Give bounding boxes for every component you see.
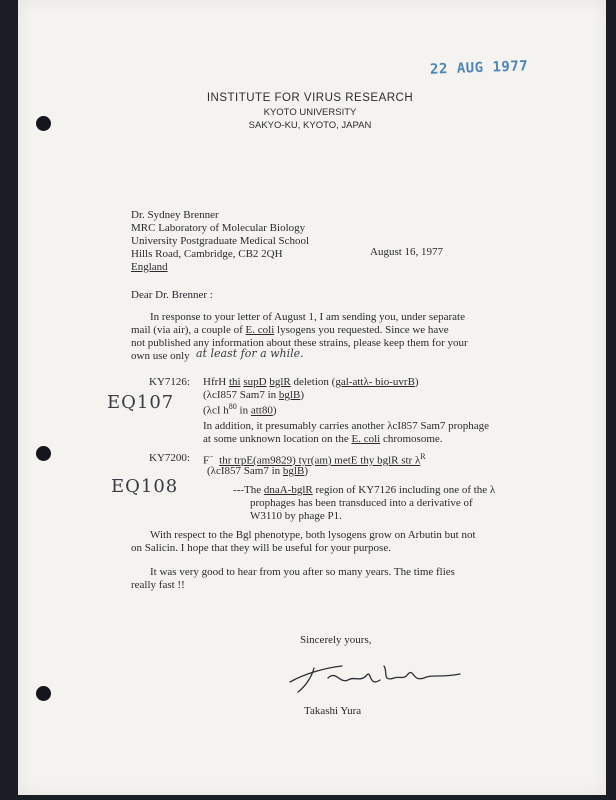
- genotype-text: deletion (: [290, 376, 336, 388]
- para1-line1: In response to your letter of August 1, I am sending you, under separate: [150, 311, 465, 323]
- lysogen-text: ): [300, 389, 304, 401]
- binder-hole-middle: [36, 446, 51, 461]
- species-ecoli: E. coli: [245, 324, 275, 336]
- para1-text: lysogens you requested. Since we have: [274, 324, 449, 336]
- para3-line1: It was very good to hear from you after so many years. The time flies: [150, 566, 455, 578]
- lysogen-text: (λcI857 Sam7 in: [207, 465, 283, 477]
- gene-thi: thi: [228, 376, 241, 388]
- note-text: ---The: [233, 484, 264, 496]
- lysogen-text: (λcI h: [203, 404, 229, 417]
- genotype-text: F: [203, 454, 210, 467]
- letter-date: August 16, 1977: [370, 246, 444, 258]
- gene-bglR: bglR: [269, 376, 291, 388]
- note-text: at some unknown location on the: [203, 433, 352, 445]
- para3-line2: really fast !!: [131, 579, 185, 591]
- strain2-note-line1: [233, 484, 495, 496]
- gene-dnaA-bglR: dnaA-bglR: [263, 484, 313, 496]
- addressee-name: Dr. Sydney Brenner: [131, 209, 219, 221]
- gene-supD: supD: [243, 376, 267, 388]
- strain1-lysogen1: [203, 389, 304, 401]
- strain2-lysogen: [207, 465, 308, 477]
- para1-text: mail (via air), a couple of: [131, 324, 246, 336]
- strain1-id: KY7126:: [149, 376, 190, 388]
- signature-stroke: [290, 666, 460, 692]
- binder-hole-bottom: [36, 686, 51, 701]
- strain1-genotype: [203, 376, 419, 388]
- note-text: chromosome.: [380, 433, 443, 445]
- lysogen-text: (λcI857 Sam7 in: [203, 389, 279, 401]
- strain1-lysogen2: [203, 402, 277, 417]
- para2-line2: on Salicin. I hope that they will be useful for your purpose.: [131, 542, 391, 554]
- gene-bglB: bglB: [278, 389, 301, 401]
- strain1-handwritten-label: EQ107: [107, 392, 175, 413]
- superscript: R: [420, 452, 426, 461]
- letterhead-university: KYOTO UNIVERSITY: [263, 107, 357, 118]
- superscript: −: [209, 452, 214, 461]
- addressee-lab: MRC Laboratory of Molecular Biology: [131, 222, 306, 234]
- strain2-note-line3: W3110 by phage P1.: [250, 510, 342, 522]
- strain1-note-line2: [203, 433, 443, 445]
- received-date-stamp: 22 AUG 1977: [429, 58, 529, 78]
- gene-bglB: bglB: [282, 465, 305, 477]
- gene-gal-region: gal-attλ- bio-uvrB: [335, 376, 415, 388]
- para1-line4: own use only: [131, 350, 190, 362]
- strain2-note-line2: prophages has been transduced into a derivative of: [250, 497, 473, 509]
- strain2-handwritten-label: EQ108: [111, 476, 179, 497]
- handwritten-signature: [284, 652, 464, 700]
- genotype-genes: thr trpE(am9829) tyr(am) metE thy bglR str λ: [219, 454, 421, 467]
- lysogen-text: ): [272, 404, 277, 417]
- para2-line1: With respect to the Bgl phenotype, both lysogens grow on Arbutin but not: [150, 529, 476, 541]
- para1-line2: [131, 324, 449, 336]
- superscript: 80: [228, 402, 237, 411]
- addressee-school: University Postgraduate Medical School: [131, 235, 310, 247]
- binder-hole-top: [36, 116, 51, 131]
- signer-name: Takashi Yura: [304, 705, 362, 717]
- strain1-note-line1: In addition, it presumably carries another λcI857 Sam7 prophage: [203, 420, 490, 432]
- addressee-country: England: [131, 261, 168, 273]
- handwritten-note: at least for a while.: [196, 347, 304, 360]
- lysogen-text: ): [304, 465, 308, 477]
- lysogen-text: in: [236, 404, 251, 417]
- addressee-road: Hills Road, Cambridge, CB2 2QH: [131, 248, 283, 260]
- gene-att80: att80: [250, 404, 273, 417]
- closing: Sincerely yours,: [300, 634, 372, 646]
- species-ecoli: E. coli: [351, 433, 381, 445]
- note-text: region of KY7126 including one of the λ: [312, 484, 496, 496]
- letterhead-location: SAKYO-KU, KYOTO, JAPAN: [248, 120, 372, 131]
- salutation: Dear Dr. Brenner :: [131, 289, 213, 301]
- genotype-text: HfrH: [203, 376, 229, 388]
- genotype-text: ): [414, 376, 419, 388]
- letterhead-institute: INSTITUTE FOR VIRUS RESEARCH: [206, 92, 414, 104]
- para1-line3: not published any information about these strains, please keep them for your: [131, 337, 468, 349]
- strain2-id: KY7200:: [149, 452, 190, 464]
